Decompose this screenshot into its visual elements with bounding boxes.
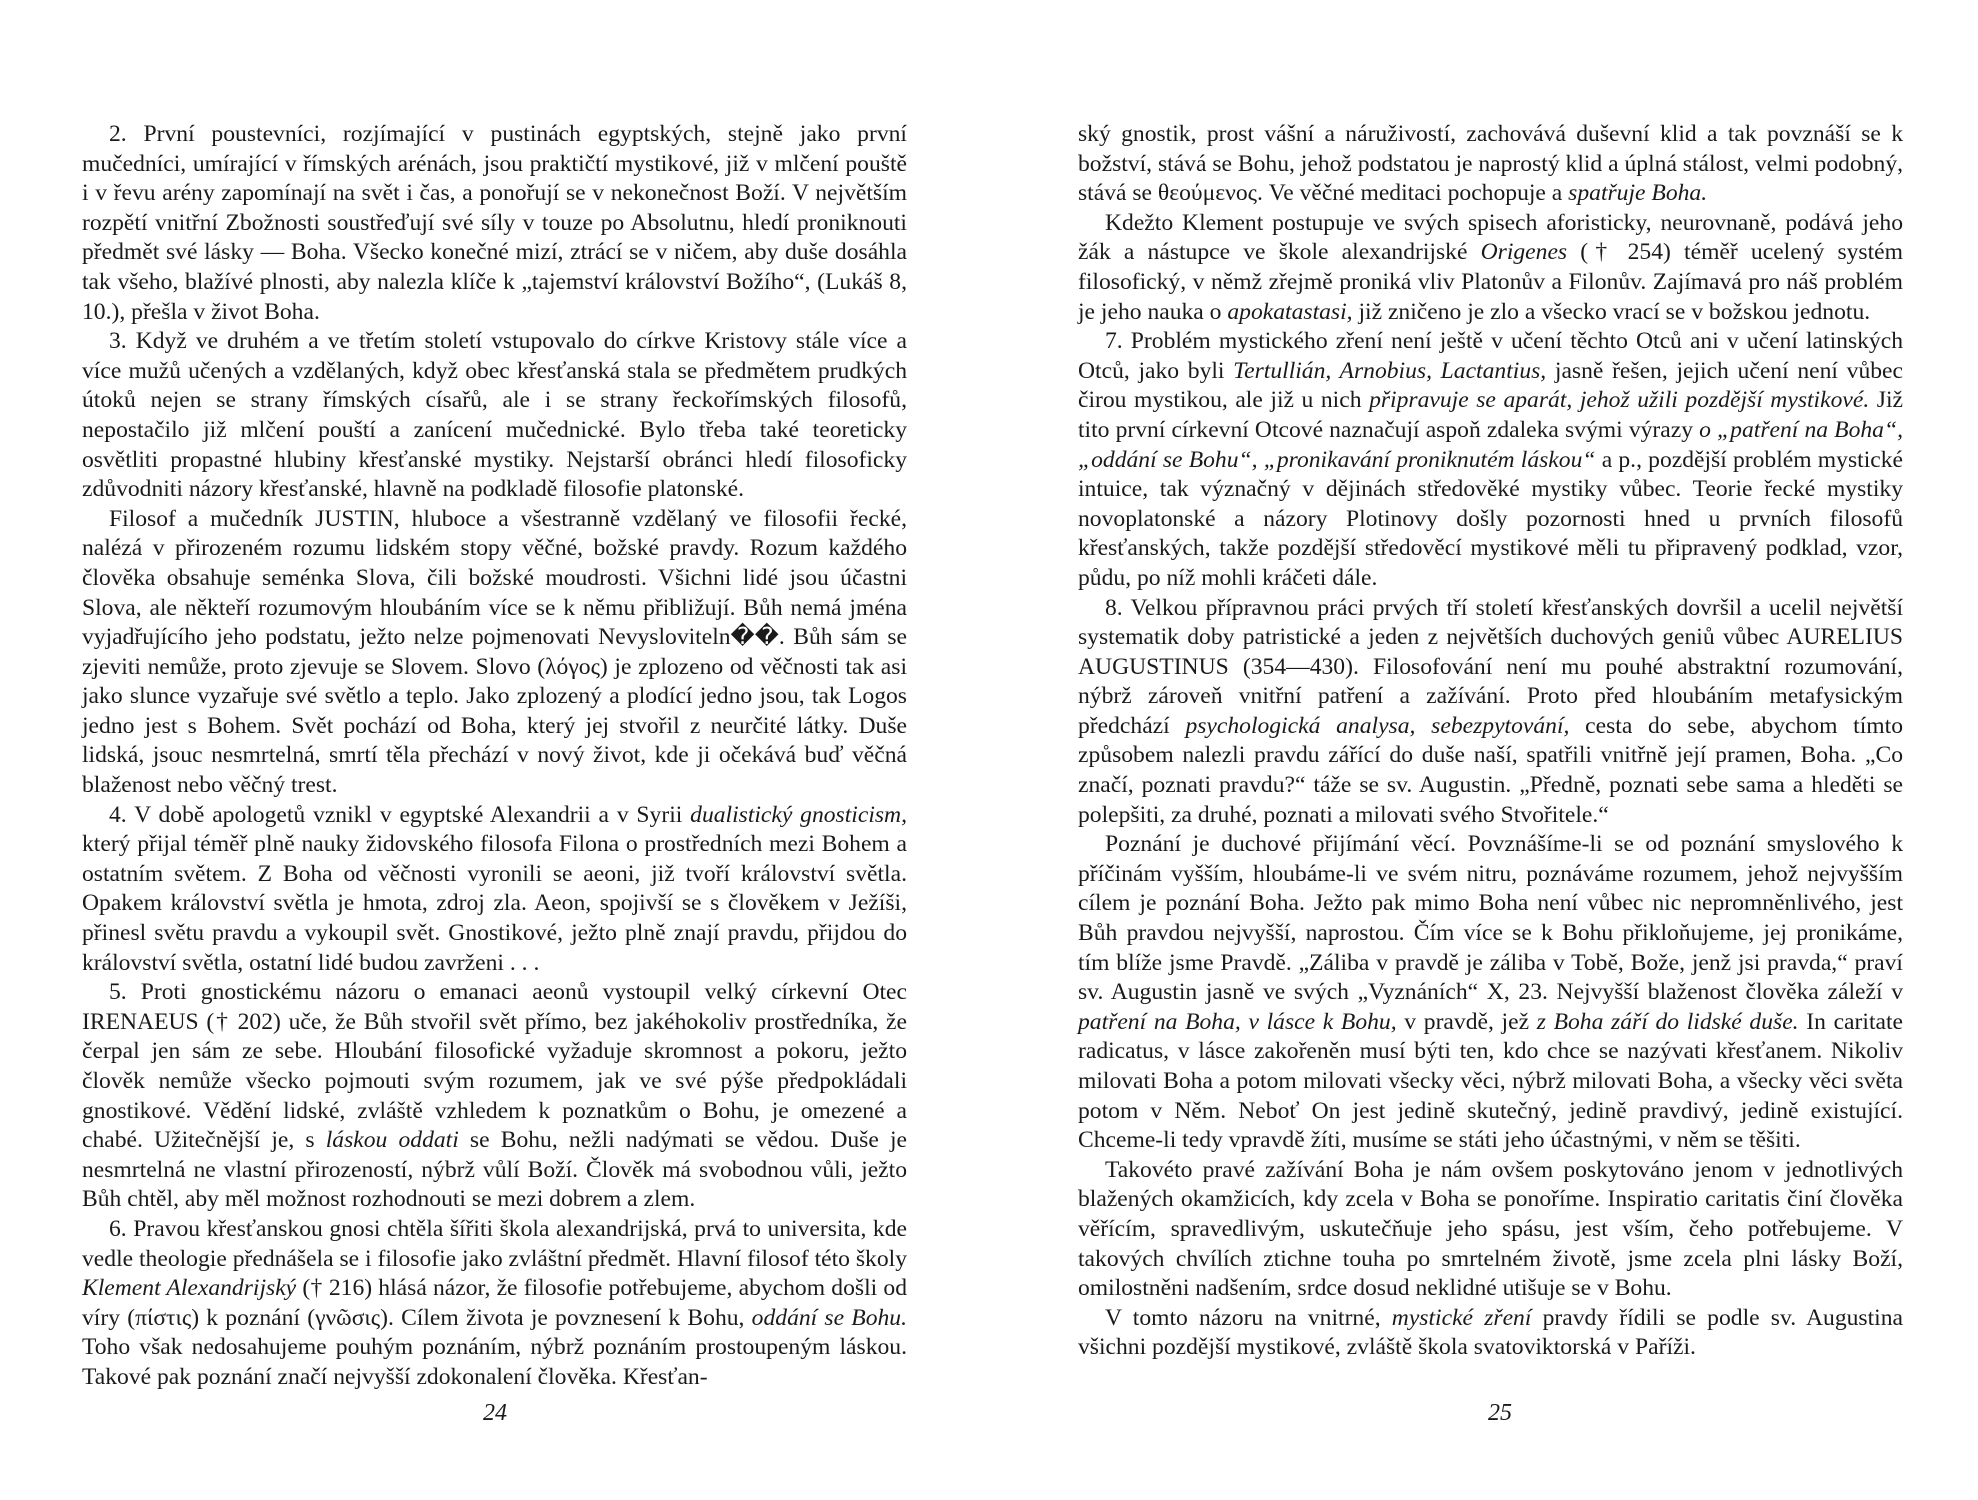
- right-page-number: 25: [1488, 1400, 1512, 1426]
- paragraph: [82, 1215, 907, 1393]
- text-run: Již tito první církevní Otcové naznačují aspoň zdaleka svými výrazy: [1078, 387, 1904, 443]
- italic-text: Klement Alexandrijský: [82, 1275, 297, 1302]
- italic-text: z Boha září do lidské duše.: [1536, 1008, 1799, 1035]
- italic-text: mystické zření: [1391, 1304, 1532, 1331]
- paragraph: [1078, 1156, 1903, 1304]
- right-page-body: [1078, 120, 1903, 1363]
- paragraph: [1078, 594, 1903, 831]
- text-run: jasně řešen, jejich učení není vůbec čirou mystikou, ale již u nich: [1078, 357, 1903, 414]
- text-run: Toho však nedosahujeme pouhým poznáním, nýbrž poznáním prostoupeným láskou. Takové pak poznání značí nejvyšší zdokonalení člověka. Křesťan-: [82, 1334, 907, 1390]
- text-run: Filosof a mučedník JUSTIN, hluboce a všestranně vzdělaný ve filosofii řecké, nalézá v přirozeném rozumu lidském stopy věčné, božské pravdy. Rozum každého člověka obsahuje seménka Slova, čili božské moudrosti. Všichni lidé jsou účastni Slova, ale někteří rozumovým hloubáním více se k němu přibližují. Bůh nemá jména vyjadřujícího jeho podstatu, ježto nelze pojmenovati Nevysloviteln��. Bůh sám se zjeviti nemůže, proto zjevuje se Slovem. Slovo (λόγος) je zplozeno od věčnosti tak asi jako slunce vyzařuje své světlo a teplo. Jako zplozený a plodící jedno jsou, tak Logos jedno jest s Bohem. Svět pochází od Boha, který jej stvořil z neurčité látky. Duše lidská, jsouc nesmrtelná, smrtí těla přechází v nový život, kde ji očekává buď věčná blaženost nebo věčný trest.: [82, 505, 907, 799]
- paragraph: [82, 120, 907, 327]
- text-run: již zničeno je zlo a všecko vrací se v božskou jednotu.: [1352, 298, 1871, 325]
- text-run: ský gnostik, prost vášní a náruživostí, zachovává duševní klid a tak povznáší se k božství, stává se Bohu, jehož podstatou je naprostý klid a úplná stálost, velmi podobný, stává se θεούμενος. Ve věčné meditaci pochopuje a: [1078, 121, 1904, 207]
- text-run: 3. Když ve druhém a ve třetím století vstupovalo do církve Kristovy stále více a více mužů učených a vzdělaných, když obec křesťanská stala se předmětem prudkých útoků nejen se strany římských císařů, ale i se strany řeckořímských filosofů, nepostačilo již mlčení pouští a zanícení mučednické. Bylo třeba také teoreticky osvětliti propastné hlubiny křesťanské mystiky. Nejstarší obránci hledí filosoficky zdůvodniti názory křesťanské, hlavně na podkladě filosofie platonské.: [82, 328, 907, 503]
- italic-text: Tertullián, Arnobius, Lactantius,: [1233, 357, 1547, 384]
- text-run: pravdy řídili se podle sv. Augustina všichni pozdější mystikové, zvláště škola svatoviktorská v Paříži.: [1078, 1304, 1903, 1361]
- text-run: Takovéto pravé zažívání Boha je nám ovšem poskytováno jenom v jednotlivých blažených okamžicích, kdy zcela v Boha se ponoříme. Inspiratio caritatis činí člověka věřícím, spravedlivým, uskutečňuje jeho spásu, jest vším, čeho potřebujeme. V takových chvílích ztichne touha po smrtelném životě, jsme zcela plni lásky Boží, omilostněni nadšením, srdce dosud neklidné utišuje se v Bohu.: [1078, 1156, 1903, 1302]
- paragraph: [82, 505, 907, 801]
- right-page: [1078, 120, 1903, 1420]
- paragraph: [1078, 1304, 1903, 1363]
- text-run: 6. Pravou křesťanskou gnosi chtěla šířiti škola alexandrijská, prvá to universita, kde vedle theologie přednášela se i filosofie jako zvláštní předmět. Hlavní filosof této školy: [82, 1215, 907, 1272]
- text-run: v pravdě, jež: [1396, 1008, 1537, 1035]
- text-run: který přijal téměř plně nauky židovského filosofa Filona o prostředních mezi Bohem a ostatním světem. Z Boha od věčnosti vyronili se aeoni, již tvoří království světla. Opakem království světla je hmota, zdroj zla. Aeon, spojivší se s člověkem v Ježíši, přinesl světu pravdu a vykoupil svět. Gnostikové, ježto plně znají pravdu, přijdou do království světla, ostatní lidé budou zavrženi . . .: [82, 831, 907, 976]
- italic-text: apokatastasi,: [1227, 298, 1353, 325]
- text-run: Poznání je duchové přijímání věcí. Povznášíme-li se od poznání smyslového k příčinám vyšším, hloubáme-li ve svém nitru, poznáváme rozumem, jehož nejvyšším cílem je poznání Boha. Ježto pak mimo Boha není vůbec nic nepromněnlivého, jest Bůh pravdou nejvyšší, naprostou. Čím více se k Bohu přikloňujeme, jej pronikáme, tím blíže jsme Pravdě. „Záliba v pravdě je záliba v Tobě, Bože, jenž jsi pravda,“ praví sv. Augustin jasně ve svých „Vyznáních“ X, 23. Nejvyšší blaženost člověka záleží v: [1078, 831, 1903, 1006]
- text-run: In caritate radicatus, v lásce zakořeněn musí býti ten, kdo chce se nazývati křesťanem. Nikoliv milovati Boha a potom milovati všecky věci, nýbrž milovati Boha, a všecky věci světa potom v Něm. Neboť On jest jedině skutečný, jedině pravdivý, jedině existující. Chceme-li tedy vpravdě žíti, musíme se státi jeho účastnými, v něm se těšiti.: [1078, 1008, 1903, 1154]
- italic-text: psychologická analysa, sebezpytování,: [1185, 712, 1570, 739]
- italic-text: oddání se Bohu.: [751, 1304, 907, 1331]
- italic-text: dualistický gnosticism,: [690, 801, 907, 828]
- paragraph: [82, 801, 907, 979]
- text-run: 8. Velkou přípravnou práci prvých tří století křesťanských dovršil a ucelil největší systematik doby patristické a jeden z největších duchových geniů vůbec AURELIUS AUGUSTINUS (354—430). Filosofování není mu pouhé abstraktní rozumování, nýbrž zároveň vnitřní patření a zažívání. Proto před hloubáním metafysickým předchází: [1078, 594, 1903, 739]
- text-run: 5. Proti gnostickému názoru o emanaci aeonů vystoupil velký církevní Otec IRENAEUS († 202) uče, že Bůh stvořil svět přímo, bez jakéhokoliv prostředníka, že čerpal jen sám ze sebe. Hloubání filosofické vyžaduje skromnost a pokoru, ježto člověk nemůže všecko pojmouti svým rozumem, jak ve své pýše předpokládali gnostikové. Vědění lidské, zvláště vzhledem k poznatkům o Bohu, je omezené a chabé. Užitečnější je, s: [82, 979, 907, 1154]
- italic-text: připravuje se aparát, jehož užili pozdější mystikové.: [1369, 387, 1870, 414]
- italic-text: patření na Boha, v lásce k Bohu,: [1078, 1008, 1397, 1035]
- paragraph: [1078, 209, 1903, 327]
- text-run: 2. První poustevníci, rozjímající v pustinách egyptských, stejně jako první mučedníci, umírající v římských arénách, jsou praktičtí mystikové, již v mlčení pouště i v řevu arény zapomínají na svět i čas, a ponořují se v nekonečnost Boží. V největším rozpětí vnitřní Zbožnosti soustřeďují své síly v touze po Absolutnu, hledí proniknouti předmět své lásky — Boha. Všecko konečné mizí, ztrácí se v ničem, aby duše dosáhla tak všeho, blažívé plnosti, aby nalezla klíče k „tajemství království Božího“, (Lukáš 8, 10.), přešla v život Boha.: [82, 121, 907, 325]
- paragraph: [82, 327, 907, 505]
- left-page-number: 24: [483, 1400, 507, 1426]
- text-run: 4. V době apologetů vznikl v egyptské Alexandrii a v Syrii: [109, 801, 691, 828]
- text-run: se Bohu, nežli nadýmati se vědou. Duše je nesmrtelná ne vlastní přirozeností, nýbrž vůlí Boží. Člověk má svobodnou vůli, ježto Bůh chtěl, aby měl možnost rozhodnouti se mezi dobrem a zlem.: [82, 1127, 907, 1213]
- paragraph: [1078, 327, 1903, 593]
- left-page-body: [82, 120, 907, 1393]
- text-run: Kdežto Klement postupuje ve svých spisech aforisticky, neurovnaně, podává jeho žák a nástupce ve škole alexandrijské: [1078, 209, 1903, 266]
- text-run: († 254) téměř ucelený systém filosofický, v němž zřejmě proniká vliv Platonův a Filonův. Zajímavá pro náš problém je jeho nauka o: [1078, 239, 1903, 325]
- paragraph: [1078, 830, 1903, 1156]
- text-run: V tomto názoru na vnitrné,: [1105, 1304, 1392, 1331]
- text-run: († 216) hlásá názor, že filosofie potřebujeme, abychom došli od víry (πίστις) k poznání (γνῶσις). Cílem života je povznesení k Bohu,: [82, 1275, 907, 1331]
- left-page: [82, 120, 907, 1420]
- text-run: cesta do sebe, abychom tímto způsobem nalezli pravdu zářící do duše naší, spatřili vnitřně její pramen, Boha. „Co značí, poznati pravdu?“ táže se sv. Augustin. „Předně, poznati sebe sama a hleděti se polepšiti, za druhé, poznati a milovati svého Stvořitele.“: [1078, 712, 1903, 828]
- text-run: a p., pozdější problém mystické intuice, tak význačný v dějinách středověké mystiky vůbec. Teorie řecké mystiky novoplatonské a názory Plotinovy došly pozornosti hned u prvních filosofů křesťanských, takže pozdější středověcí mystikové měli tu připravený podklad, vzor, půdu, po níž mohli kráčeti dále.: [1078, 446, 1903, 591]
- italic-text: o „patření na Boha“, „oddání se Bohu“, „pronikavání proniknutém láskou“: [1078, 416, 1903, 473]
- paragraph: [1078, 120, 1903, 209]
- paragraph: [82, 978, 907, 1215]
- italic-text: spatřuje Boha.: [1568, 180, 1708, 207]
- italic-text: láskou oddati: [325, 1127, 459, 1154]
- text-run: 7. Problém mystického zření není ještě v učení těchto Otců ani v učení latinských Otců, jako byli: [1078, 328, 1903, 384]
- italic-text: Origenes: [1480, 239, 1568, 266]
